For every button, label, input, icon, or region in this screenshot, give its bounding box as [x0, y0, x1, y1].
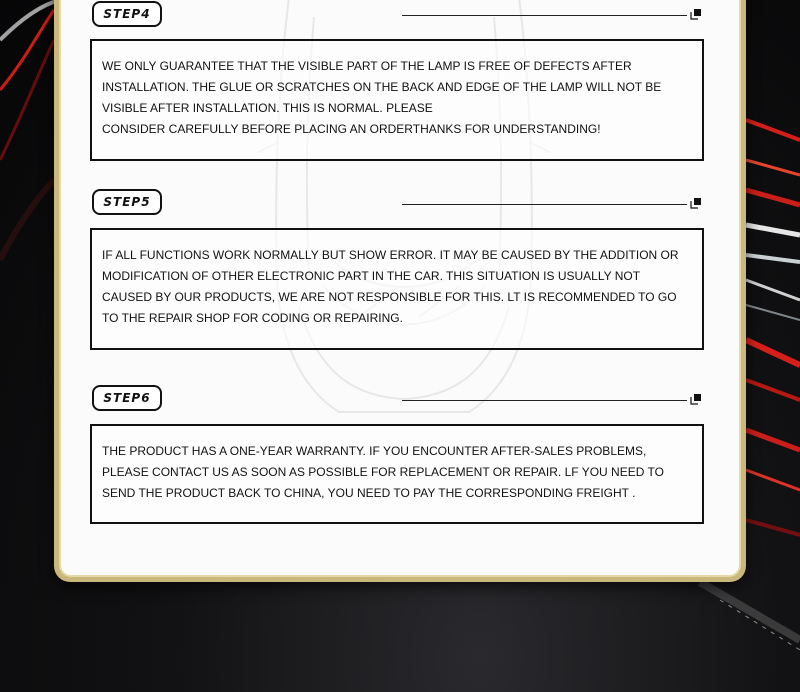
corner-bracket-icon: [690, 197, 702, 209]
step4-label: STEP4: [103, 7, 151, 21]
step6-text-box: [90, 424, 704, 524]
step5-label: STEP5: [103, 195, 151, 209]
step4-paragraph: WE ONLY GUARANTEE THAT THE VISIBLE PART OF THE LAMP IS FREE OF DEFECTS AFTER INSTALLATION. THE GLUE OR SCRATCHES ON THE BACK AND EDGE OF THE LAMP WILL NOT BE VISIBLE AFTER INSTALLATION. THIS IS NORMAL. PLEASE: [102, 59, 662, 115]
corner-bracket-icon: [690, 8, 702, 20]
step5-divider: [402, 204, 687, 205]
step5-badge: [92, 189, 162, 215]
step5-paragraph: IF ALL FUNCTIONS WORK NORMALLY BUT SHOW ERROR. IT MAY BE CAUSED BY THE ADDITION OR MODIFICATION OF OTHER ELECTRONIC PART IN THE CAR. THIS SITUATION IS USUALLY NOT CAUSED BY OUR PRODUCTS, WE ARE NOT RESPONSIBLE FOR THIS. LT IS RECOMMENDED TO GO TO THE REPAIR SHOP FOR CODING OR REPAIRING.: [102, 248, 679, 325]
step4-text-box: [90, 39, 704, 161]
corner-bracket-icon: [690, 393, 702, 405]
step4-badge: [92, 1, 162, 27]
step6-paragraph: THE PRODUCT HAS A ONE-YEAR WARRANTY. IF YOU ENCOUNTER AFTER-SALES PROBLEMS, PLEASE CONTACT US AS SOON AS POSSIBLE FOR REPLACEMENT OR REPAIR. LF YOU NEED TO SEND THE PRODUCT BACK TO CHINA, YOU NEED TO PAY THE CORRESPONDING FREIGHT .: [102, 444, 664, 500]
step6-badge: [92, 385, 162, 411]
step5-text-box: [90, 228, 704, 350]
step4-paragraph: CONSIDER CAREFULLY BEFORE PLACING AN ORDERTHANKS FOR UNDERSTANDING!: [102, 122, 601, 136]
step4-divider: [402, 15, 687, 16]
step6-divider: [402, 400, 687, 401]
step6-label: STEP6: [103, 391, 151, 405]
